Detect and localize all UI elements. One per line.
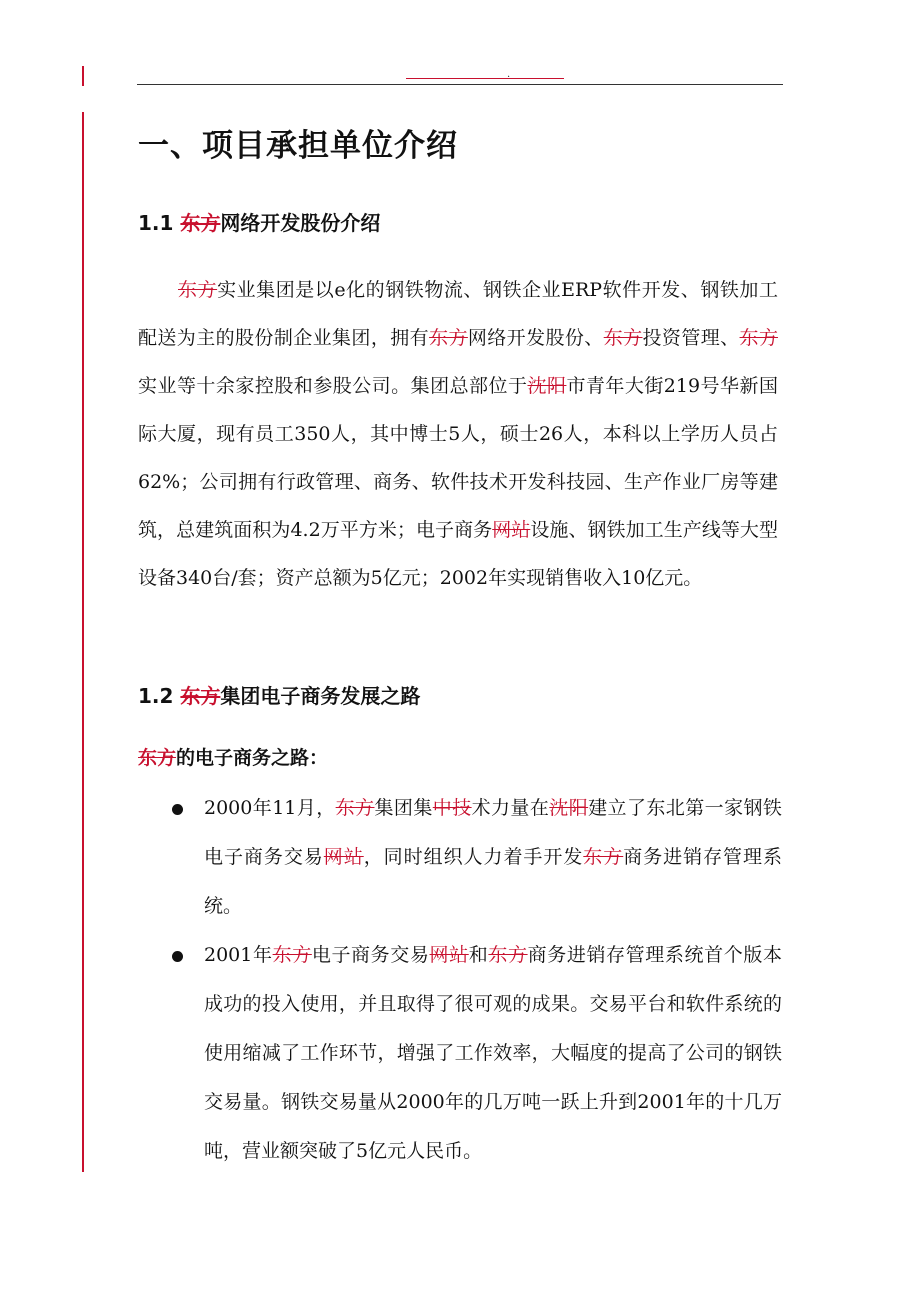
revision-change-bar <box>82 112 84 1172</box>
body-text: 市青年大街219号华新国际大厦，现有员工350人，其中博士5人，硕士26人，本科以上学历人员占62%；公司拥有行政管理、商务、软件技术开发科技园、生产作业厂房等建筑，总建筑面积为4.2万平方米；电子商务 <box>138 375 778 541</box>
revision-deleted-text: 东方 <box>272 944 312 966</box>
revision-deleted-text: 东方 <box>180 211 221 235</box>
page-title: 一、项目承担单位介绍 <box>138 128 458 164</box>
intro-paragraph <box>138 266 778 602</box>
section-heading-1-1 <box>138 207 380 236</box>
body-text: 和 <box>468 944 489 966</box>
bullet-icon <box>172 804 183 815</box>
revision-deleted-text: 东方 <box>739 327 778 349</box>
lead-text: 的电子商务之路： <box>176 747 329 769</box>
list-item <box>138 931 782 1176</box>
revision-deleted-text: 东方 <box>138 747 177 769</box>
body-text: 术力量在 <box>471 797 550 819</box>
section-title-text: 网络开发股份介绍 <box>220 211 381 235</box>
bullet-icon <box>172 951 183 962</box>
header-rule <box>137 84 783 85</box>
section-number: 1.2 <box>138 684 174 708</box>
revision-deleted-text: 沈阳 <box>527 375 567 397</box>
revision-deleted-text: 东方 <box>429 327 468 349</box>
body-text: 集团集 <box>374 797 433 819</box>
revision-deleted-text: 东方 <box>178 279 218 301</box>
revision-deleted-text: 东方 <box>335 797 375 819</box>
body-text: 实业等十余家控股和参股公司。集团总部位于 <box>138 375 528 397</box>
revision-deleted-text: 中技 <box>432 797 472 819</box>
body-text: 实业集团是以e化的钢铁物流、钢铁企业ERP软件开发、钢铁加工配送为主的股份制企业集团，拥有 <box>138 279 778 349</box>
subsection-lead <box>138 743 328 770</box>
body-text: 商务进销存管理系统。 <box>204 846 782 917</box>
revision-deleted-text: 东方 <box>180 684 221 708</box>
body-text: 设施、钢铁加工生产线等大型设备340台/套；资产总额为5亿元；2002年实现销售收入10亿元。 <box>138 519 778 589</box>
body-text: 2001年 <box>204 944 273 966</box>
body-text: 商务进销存管理系统首个版本成功的投入使用，并且取得了很可观的成果。交易平台和软件系统的使用缩减了工作环节，增强了工作效率，大幅度的提高了公司的钢铁交易量。钢铁交易量从2000年的几万吨一跃上升到2001年的十几万吨，营业额突破了5亿元人民币。 <box>204 944 782 1162</box>
body-text: ，同时组织人力着手开发 <box>363 846 584 868</box>
header-dot: . <box>507 69 511 80</box>
section-heading-1-2 <box>138 680 420 709</box>
body-text: 2000年11月， <box>204 797 336 819</box>
revision-deleted-text: 东方 <box>488 944 528 966</box>
revision-deleted-text: 网站 <box>492 519 531 541</box>
section-title-text: 集团电子商务发展之路 <box>220 684 421 708</box>
revision-deleted-text: 东方 <box>583 846 624 868</box>
revision-change-bar <box>82 66 84 86</box>
list-item <box>138 784 782 931</box>
section-number: 1.1 <box>138 211 174 235</box>
revision-deleted-text: 东方 <box>603 327 643 349</box>
body-text: 电子商务交易 <box>311 944 430 966</box>
milestone-list <box>138 784 782 1176</box>
header-mark-line <box>406 78 564 79</box>
body-text: 投资管理、 <box>642 327 740 349</box>
body-text: 网络开发股份、 <box>467 327 604 349</box>
revision-deleted-text: 网站 <box>323 846 364 868</box>
revision-deleted-text: 沈阳 <box>549 797 589 819</box>
revision-deleted-text: 网站 <box>429 944 469 966</box>
body-text: 建立了东北第一家钢铁电子商务交易 <box>204 797 782 868</box>
